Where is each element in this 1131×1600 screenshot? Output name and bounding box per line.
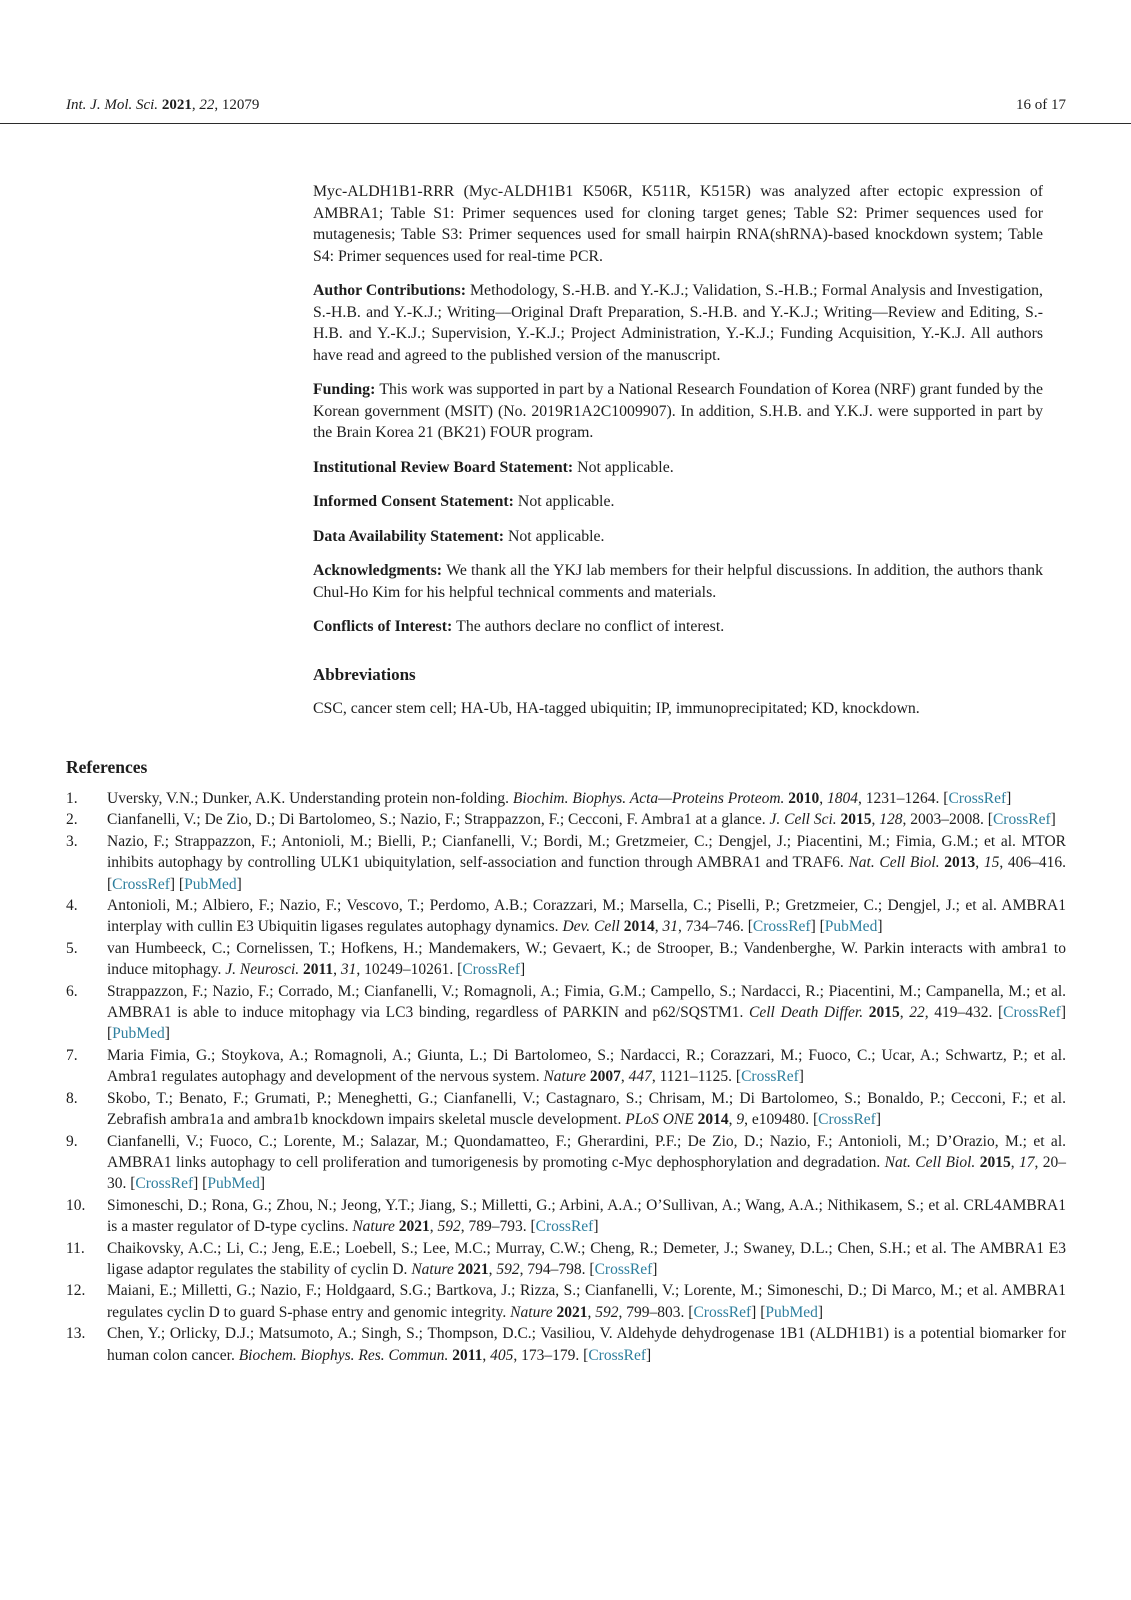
page-number: 16 of 17 bbox=[1016, 97, 1066, 113]
crossref-link[interactable]: CrossRef bbox=[112, 875, 170, 893]
text-segment: Nature bbox=[543, 1068, 586, 1086]
reference-number: 5. bbox=[66, 939, 78, 957]
text-segment: Chen, Y.; Orlicky, D.J.; Matsumoto, A.; Singh, S.; Thompson, D.C.; Vasiliou, V. Aldehyde dehydrogenase 1B1 (ALDH1B1) is a potential biomarker for human colon cancer. bbox=[107, 1325, 1066, 1364]
text-segment: Strappazzon, F.; Nazio, F.; Corrado, M.; Cianfanelli, V.; Romagnoli, A.; Fimia, G.M.; Campello, S.; Nardacci, R.; Piacentini, M.; Campanella, M.; et al. AMBRA1 is able to induce mitophagy via LC3 binding, regardless of PARKIN and p62/SQSTM1. bbox=[107, 982, 1066, 1022]
text-segment: Institutional Review Board Statement: bbox=[313, 458, 578, 476]
reference-number: 2. bbox=[66, 811, 78, 829]
text-segment: 2014 bbox=[623, 918, 655, 936]
reference-text bbox=[107, 1238, 1066, 1281]
reference-number: 8. bbox=[66, 1089, 78, 1107]
text-segment: , 789–793. [ bbox=[460, 1218, 536, 1236]
reference-text bbox=[107, 1088, 1066, 1131]
reference-text bbox=[107, 1280, 1066, 1323]
reference-item bbox=[66, 1045, 1066, 1088]
text-segment: Data Availability Statement: bbox=[313, 527, 508, 545]
text-segment: Maiani, E.; Milletti, G.; Nazio, F.; Holdgaard, S.G.; Bartkova, J.; Rizza, S.; Cianfanelli, V.; Lorente, M.; Simoneschi, D.; Di Marco, M.; et al. AMBRA1 regulates cyclin D to guard S-phase entry and genomic integrity. bbox=[107, 1282, 1066, 1321]
text-segment: , bbox=[1010, 1153, 1019, 1171]
text-segment: 2021 bbox=[457, 1260, 489, 1278]
reference-number: 7. bbox=[66, 1046, 78, 1064]
reference-item bbox=[66, 809, 1066, 830]
text-segment: 1804 bbox=[827, 790, 859, 807]
text-segment: , 12079 bbox=[214, 97, 260, 113]
text-segment: Nat. Cell Biol. bbox=[884, 1153, 976, 1171]
text-segment: Biochem. Biophys. Res. Commun. bbox=[238, 1346, 449, 1364]
text-segment: Informed Consent Statement: bbox=[313, 493, 518, 510]
text-segment: , bbox=[191, 97, 200, 113]
abbreviations-text: CSC, cancer stem cell; HA-Ub, HA-tagged ubiquitin; IP, immunoprecipitated; KD, knockdown. bbox=[313, 699, 920, 717]
text-segment: ] bbox=[875, 1111, 881, 1129]
text-segment: , 799–803. [ bbox=[618, 1303, 694, 1321]
reference-item bbox=[66, 981, 1066, 1045]
informed-consent-statement bbox=[313, 491, 1043, 513]
text-segment: , 1121–1125. [ bbox=[651, 1068, 742, 1086]
reference-number: 6. bbox=[66, 982, 78, 1000]
text-segment: , bbox=[620, 1068, 629, 1086]
reference-item bbox=[66, 938, 1066, 981]
page-header bbox=[66, 0, 1066, 114]
text-segment: , bbox=[871, 811, 880, 829]
text-segment: ] bbox=[259, 1175, 266, 1193]
reference-number: 12. bbox=[66, 1282, 86, 1300]
crossref-link[interactable]: CrossRef bbox=[535, 1218, 594, 1236]
text-segment: 31 bbox=[340, 961, 357, 979]
text-segment: ] bbox=[646, 1346, 652, 1364]
text-segment: ] bbox=[593, 1218, 599, 1236]
reference-number: 1. bbox=[66, 790, 78, 807]
text-segment: PLoS ONE bbox=[625, 1111, 694, 1129]
text-segment: , bbox=[482, 1346, 491, 1364]
text-segment: ] bbox=[164, 1025, 170, 1043]
reference-item bbox=[66, 1280, 1066, 1323]
conflicts-of-interest bbox=[313, 616, 1043, 638]
supplementary-continuation bbox=[313, 181, 1043, 267]
reference-text bbox=[107, 938, 1066, 981]
text-segment: , e109480. [ bbox=[744, 1111, 819, 1129]
text-segment: 17 bbox=[1018, 1153, 1035, 1171]
text-segment: Not applicable. bbox=[577, 458, 674, 476]
text-segment: 592 bbox=[595, 1303, 619, 1321]
text-segment: 2013 bbox=[944, 854, 976, 872]
reference-text bbox=[107, 1195, 1066, 1238]
text-segment: , 734–746. [ bbox=[677, 918, 753, 936]
text-segment: , bbox=[899, 1004, 910, 1022]
text-segment: , bbox=[488, 1260, 497, 1278]
text-segment: , 2003–2008. [ bbox=[902, 811, 993, 829]
text-segment: 128 bbox=[879, 811, 903, 829]
text-segment: , 794–798. [ bbox=[519, 1260, 595, 1278]
text-segment: Nat. Cell Biol. bbox=[848, 854, 940, 872]
reference-item bbox=[66, 1238, 1066, 1281]
page-content bbox=[66, 181, 1066, 1366]
text-segment: Cianfanelli, V.; De Zio, D.; Di Bartolomeo, S.; Nazio, F.; Strappazzon, F.; Cecconi, F. Ambra1 at a glance. bbox=[107, 811, 770, 829]
text-segment: , 1231–1264. [ bbox=[858, 790, 949, 807]
text-segment: We thank all the YKJ lab members for their helpful discussions. In addition, the authors thank Chul-Ho Kim for his helpful technical comments and materials. bbox=[313, 562, 1043, 601]
reference-text bbox=[107, 809, 1066, 830]
journal-citation bbox=[66, 97, 259, 114]
reference-item bbox=[66, 1195, 1066, 1238]
text-segment: Int. J. Mol. Sci. bbox=[66, 97, 162, 113]
text-segment: Myc-ALDH1B1-RRR (Myc-ALDH1B1 K506R, K511R, K515R) was analyzed after ectopic expression of AMBRA1; Table S1: Primer sequences used for cloning target genes; Table S2: Primer sequences used for mutagenesis; Table S3: Primer sequences used for small hairpin RNA(shRNA)-based knockdown system; Table S4: Primer sequences used for real-time PCR. bbox=[313, 183, 1043, 265]
reference-text bbox=[107, 788, 1066, 809]
text-segment: , bbox=[819, 790, 828, 807]
reference-item bbox=[66, 1131, 1066, 1195]
text-segment: , 406–416. [ bbox=[107, 854, 1067, 893]
text-segment: 2021 bbox=[161, 97, 192, 113]
abbreviations-heading: Abbreviations bbox=[313, 664, 416, 684]
text-segment: Cell Death Differ. bbox=[749, 1004, 864, 1022]
text-segment: Methodology, S.-H.B. and Y.-K.J.; Validation, S.-H.B.; Formal Analysis and Investigation, S.-H.B. and Y.-K.J.; Writing—Original Draft Preparation, S.-H.B. and Y.-K.J.; Writing—Review and Editing, S.-H.B. and Y.-K.J.; Supervision, Y.-K.J.; Project Administration, Y.-K.J.; Funding Acquisition, Y.-K.J. All authors have read and agreed to the published version of the manuscript. bbox=[313, 282, 1044, 364]
text-segment: ] [ bbox=[169, 875, 185, 893]
pubmed-link[interactable]: PubMed bbox=[184, 875, 237, 893]
text-segment: Acknowledgments: bbox=[313, 562, 447, 579]
text-segment: Uversky, V.N.; Dunker, A.K. Understanding protein non-folding. bbox=[107, 790, 513, 807]
text-segment: 15 bbox=[983, 854, 1000, 872]
reference-number: 9. bbox=[66, 1132, 78, 1150]
text-segment: 22 bbox=[909, 1004, 925, 1022]
text-segment: Conflicts of Interest: bbox=[313, 618, 457, 635]
text-segment: 2021 bbox=[398, 1218, 430, 1236]
text-segment: Biochim. Biophys. Acta—Proteins Proteom. bbox=[512, 790, 785, 807]
crossref-link[interactable]: CrossRef bbox=[992, 811, 1051, 829]
funding-statement bbox=[313, 379, 1043, 444]
reference-number: 13. bbox=[66, 1325, 86, 1343]
reference-number: 3. bbox=[66, 832, 78, 850]
text-segment: J. Cell Sci. bbox=[769, 811, 837, 829]
text-segment: Dev. Cell bbox=[562, 918, 620, 936]
text-segment: , bbox=[975, 854, 984, 872]
text-segment: 2011 bbox=[303, 961, 334, 979]
text-segment: J. Neurosci. bbox=[225, 961, 300, 979]
text-segment: Maria Fimia, G.; Stoykova, A.; Romagnoli, A.; Giunta, L.; Di Bartolomeo, S.; Nardacci, R.; Corazzari, M.; Fuoco, C.; Ucar, A.; Schwartz, P.; et al. Ambra1 regulates autophagy and development of the nervous system. bbox=[107, 1046, 1066, 1086]
reference-text bbox=[107, 1323, 1066, 1366]
crossref-link[interactable]: CrossRef bbox=[741, 1068, 799, 1086]
crossref-link[interactable]: CrossRef bbox=[818, 1111, 876, 1129]
reference-text bbox=[107, 895, 1066, 938]
text-segment: van Humbeeck, C.; Cornelissen, T.; Hofkens, H.; Mandemakers, W.; Gevaert, K.; de Strooper, B.; Vandenberghe, W. Parkin interacts with ambra1 to induce mitophagy. bbox=[107, 939, 1066, 979]
pubmed-link[interactable]: PubMed bbox=[207, 1175, 260, 1193]
text-segment: , 419–432. [ bbox=[924, 1004, 1004, 1022]
text-segment: Antonioli, M.; Albiero, F.; Nazio, F.; Vescovo, T.; Perdomo, A.B.; Corazzari, M.; Marsella, C.; Piselli, P.; Gretzmeier, C.; Dengjel, J.; et al. AMBRA1 interplay with cullin E3 Ubiquitin ligases regulates autophagy dynamics. bbox=[107, 897, 1066, 936]
text-segment: ] bbox=[817, 1303, 824, 1321]
crossref-link[interactable]: CrossRef bbox=[693, 1303, 752, 1321]
text-segment: 447 bbox=[628, 1068, 652, 1086]
text-segment: , 20–30. [ bbox=[107, 1153, 1067, 1193]
text-segment: This work was supported in part by a National Research Foundation of Korea (NRF) grant funded by the Korean government (MSIT) (No. 2019R1A2C1009907). In addition, S.H.B. and Y.K.J. were supported in part by the Brain Korea 21 (BK21) FOUR program. bbox=[313, 381, 1043, 441]
text-segment: Simoneschi, D.; Rona, G.; Zhou, N.; Jeong, Y.T.; Jiang, S.; Milletti, G.; Arbini, A.A.; O’Sullivan, A.; Wang, A.A.; Nithikasem, S.; et al. CRL4AMBRA1 is a master regulator of D-type cyclins. bbox=[107, 1196, 1066, 1236]
reference-item bbox=[66, 1323, 1066, 1366]
text-segment: Funding: bbox=[313, 381, 380, 398]
text-segment: , bbox=[587, 1303, 596, 1321]
reference-item bbox=[66, 1088, 1066, 1131]
text-segment: Author Contributions: bbox=[313, 282, 471, 299]
text-segment: Nature bbox=[411, 1260, 454, 1278]
reference-number: 10. bbox=[66, 1196, 86, 1214]
reference-text bbox=[107, 1131, 1066, 1195]
text-segment: 2015 bbox=[840, 811, 872, 829]
text-segment: Skobo, T.; Benato, F.; Grumati, P.; Meneghetti, G.; Cianfanelli, V.; Castagnaro, S.; Chrisam, M.; Di Bartolomeo, S.; Bonaldo, P.; Cecconi, F.; et al. Zebrafish ambra1a and ambra1b knockdown impairs skeletal muscle development. bbox=[107, 1089, 1066, 1129]
text-segment: 2010 bbox=[788, 790, 820, 807]
text-segment: 31 bbox=[662, 918, 678, 936]
crossref-link[interactable]: CrossRef bbox=[462, 961, 521, 979]
text-segment: ] bbox=[520, 961, 526, 979]
text-segment: 9 bbox=[736, 1111, 745, 1129]
text-segment: 2014 bbox=[697, 1111, 729, 1129]
pubmed-link[interactable]: PubMed bbox=[824, 918, 878, 936]
text-segment: 2015 bbox=[868, 1004, 900, 1022]
text-segment: 2011 bbox=[452, 1346, 483, 1364]
acknowledgments bbox=[313, 560, 1043, 603]
reference-text bbox=[107, 1045, 1066, 1088]
text-segment: , 173–179. [ bbox=[513, 1346, 589, 1364]
text-segment: 22 bbox=[199, 97, 215, 113]
text-segment: ] [ bbox=[751, 1303, 766, 1321]
text-segment: ] bbox=[236, 875, 242, 893]
pubmed-link[interactable]: PubMed bbox=[112, 1025, 165, 1043]
text-segment: ] [ bbox=[810, 918, 825, 936]
data-availability-statement bbox=[313, 526, 1043, 548]
crossref-link[interactable]: CrossRef bbox=[948, 790, 1007, 807]
reference-item bbox=[66, 895, 1066, 938]
text-segment: Chaikovsky, A.C.; Li, C.; Jeng, E.E.; Loebell, S.; Lee, M.C.; Murray, C.W.; Cheng, R.; Demeter, J.; Swaney, D.L.; Chen, S.H.; et al. The AMBRA1 E3 ligase adaptor regulates the stability of cyclin D. bbox=[107, 1239, 1066, 1278]
text-segment: 2021 bbox=[556, 1303, 588, 1321]
text-segment: ] [ bbox=[193, 1175, 208, 1193]
irb-statement bbox=[313, 457, 1043, 479]
text-segment: , bbox=[429, 1218, 438, 1236]
reference-number: 4. bbox=[66, 897, 78, 915]
crossref-link[interactable]: CrossRef bbox=[594, 1260, 653, 1278]
crossref-link[interactable]: CrossRef bbox=[135, 1175, 194, 1193]
text-segment: , bbox=[654, 918, 663, 936]
text-segment: 2007 bbox=[589, 1068, 621, 1086]
text-segment: Not applicable. bbox=[517, 493, 615, 510]
text-segment: ] bbox=[1006, 790, 1012, 807]
reference-number: 11. bbox=[66, 1239, 85, 1257]
front-matter bbox=[313, 181, 1043, 638]
text-segment: ] bbox=[652, 1260, 658, 1278]
text-segment: ] bbox=[798, 1068, 804, 1086]
text-segment: , 10249–10261. [ bbox=[356, 961, 463, 979]
text-segment: ] bbox=[1050, 811, 1056, 829]
author-contributions bbox=[313, 280, 1043, 366]
crossref-link[interactable]: CrossRef bbox=[752, 918, 811, 936]
text-segment: ] [ bbox=[107, 1004, 1067, 1043]
text-segment: Not applicable. bbox=[507, 527, 605, 545]
references-list bbox=[66, 788, 1066, 1366]
pubmed-link[interactable]: PubMed bbox=[765, 1303, 818, 1321]
text-segment: Cianfanelli, V.; Fuoco, C.; Lorente, M.; Salazar, M.; Quondamatteo, F.; Gherardini, P.F.; De Zio, D.; Nazio, F.; Antonioli, M.; D’Orazio, M.; et al. AMBRA1 links autophagy to cell proliferation and tumorigenesis by promoting c-Myc dephosphorylation and degradation. bbox=[107, 1132, 1066, 1171]
text-segment: , bbox=[728, 1111, 737, 1129]
crossref-link[interactable]: CrossRef bbox=[588, 1346, 647, 1364]
text-segment: 2015 bbox=[979, 1153, 1011, 1171]
reference-text bbox=[107, 831, 1066, 895]
text-segment: Nature bbox=[352, 1218, 395, 1236]
text-segment: ] bbox=[877, 918, 883, 936]
text-segment: 592 bbox=[437, 1218, 461, 1236]
text-segment: 405 bbox=[490, 1346, 514, 1364]
text-segment: The authors declare no conflict of interest. bbox=[456, 618, 725, 635]
reference-item bbox=[66, 788, 1066, 809]
reference-item bbox=[66, 831, 1066, 895]
text-segment: Nazio, F.; Strappazzon, F.; Antonioli, M.; Bielli, P.; Cianfanelli, V.; Bordi, M.; Gretzmeier, C.; Dengjel, J.; Piacentini, M.; Fimia, G.M.; et al. MTOR inhibits autophagy by controlling ULK1 ubiquitylation, self-association and function through AMBRA1 and TRAF6. bbox=[107, 832, 1066, 872]
references-heading: References bbox=[66, 757, 148, 777]
crossref-link[interactable]: CrossRef bbox=[1003, 1004, 1061, 1022]
reference-text bbox=[107, 981, 1066, 1045]
text-segment: Nature bbox=[510, 1303, 553, 1321]
text-segment: 592 bbox=[496, 1260, 520, 1278]
header-rule bbox=[0, 123, 1131, 124]
text-segment: , bbox=[333, 961, 341, 979]
